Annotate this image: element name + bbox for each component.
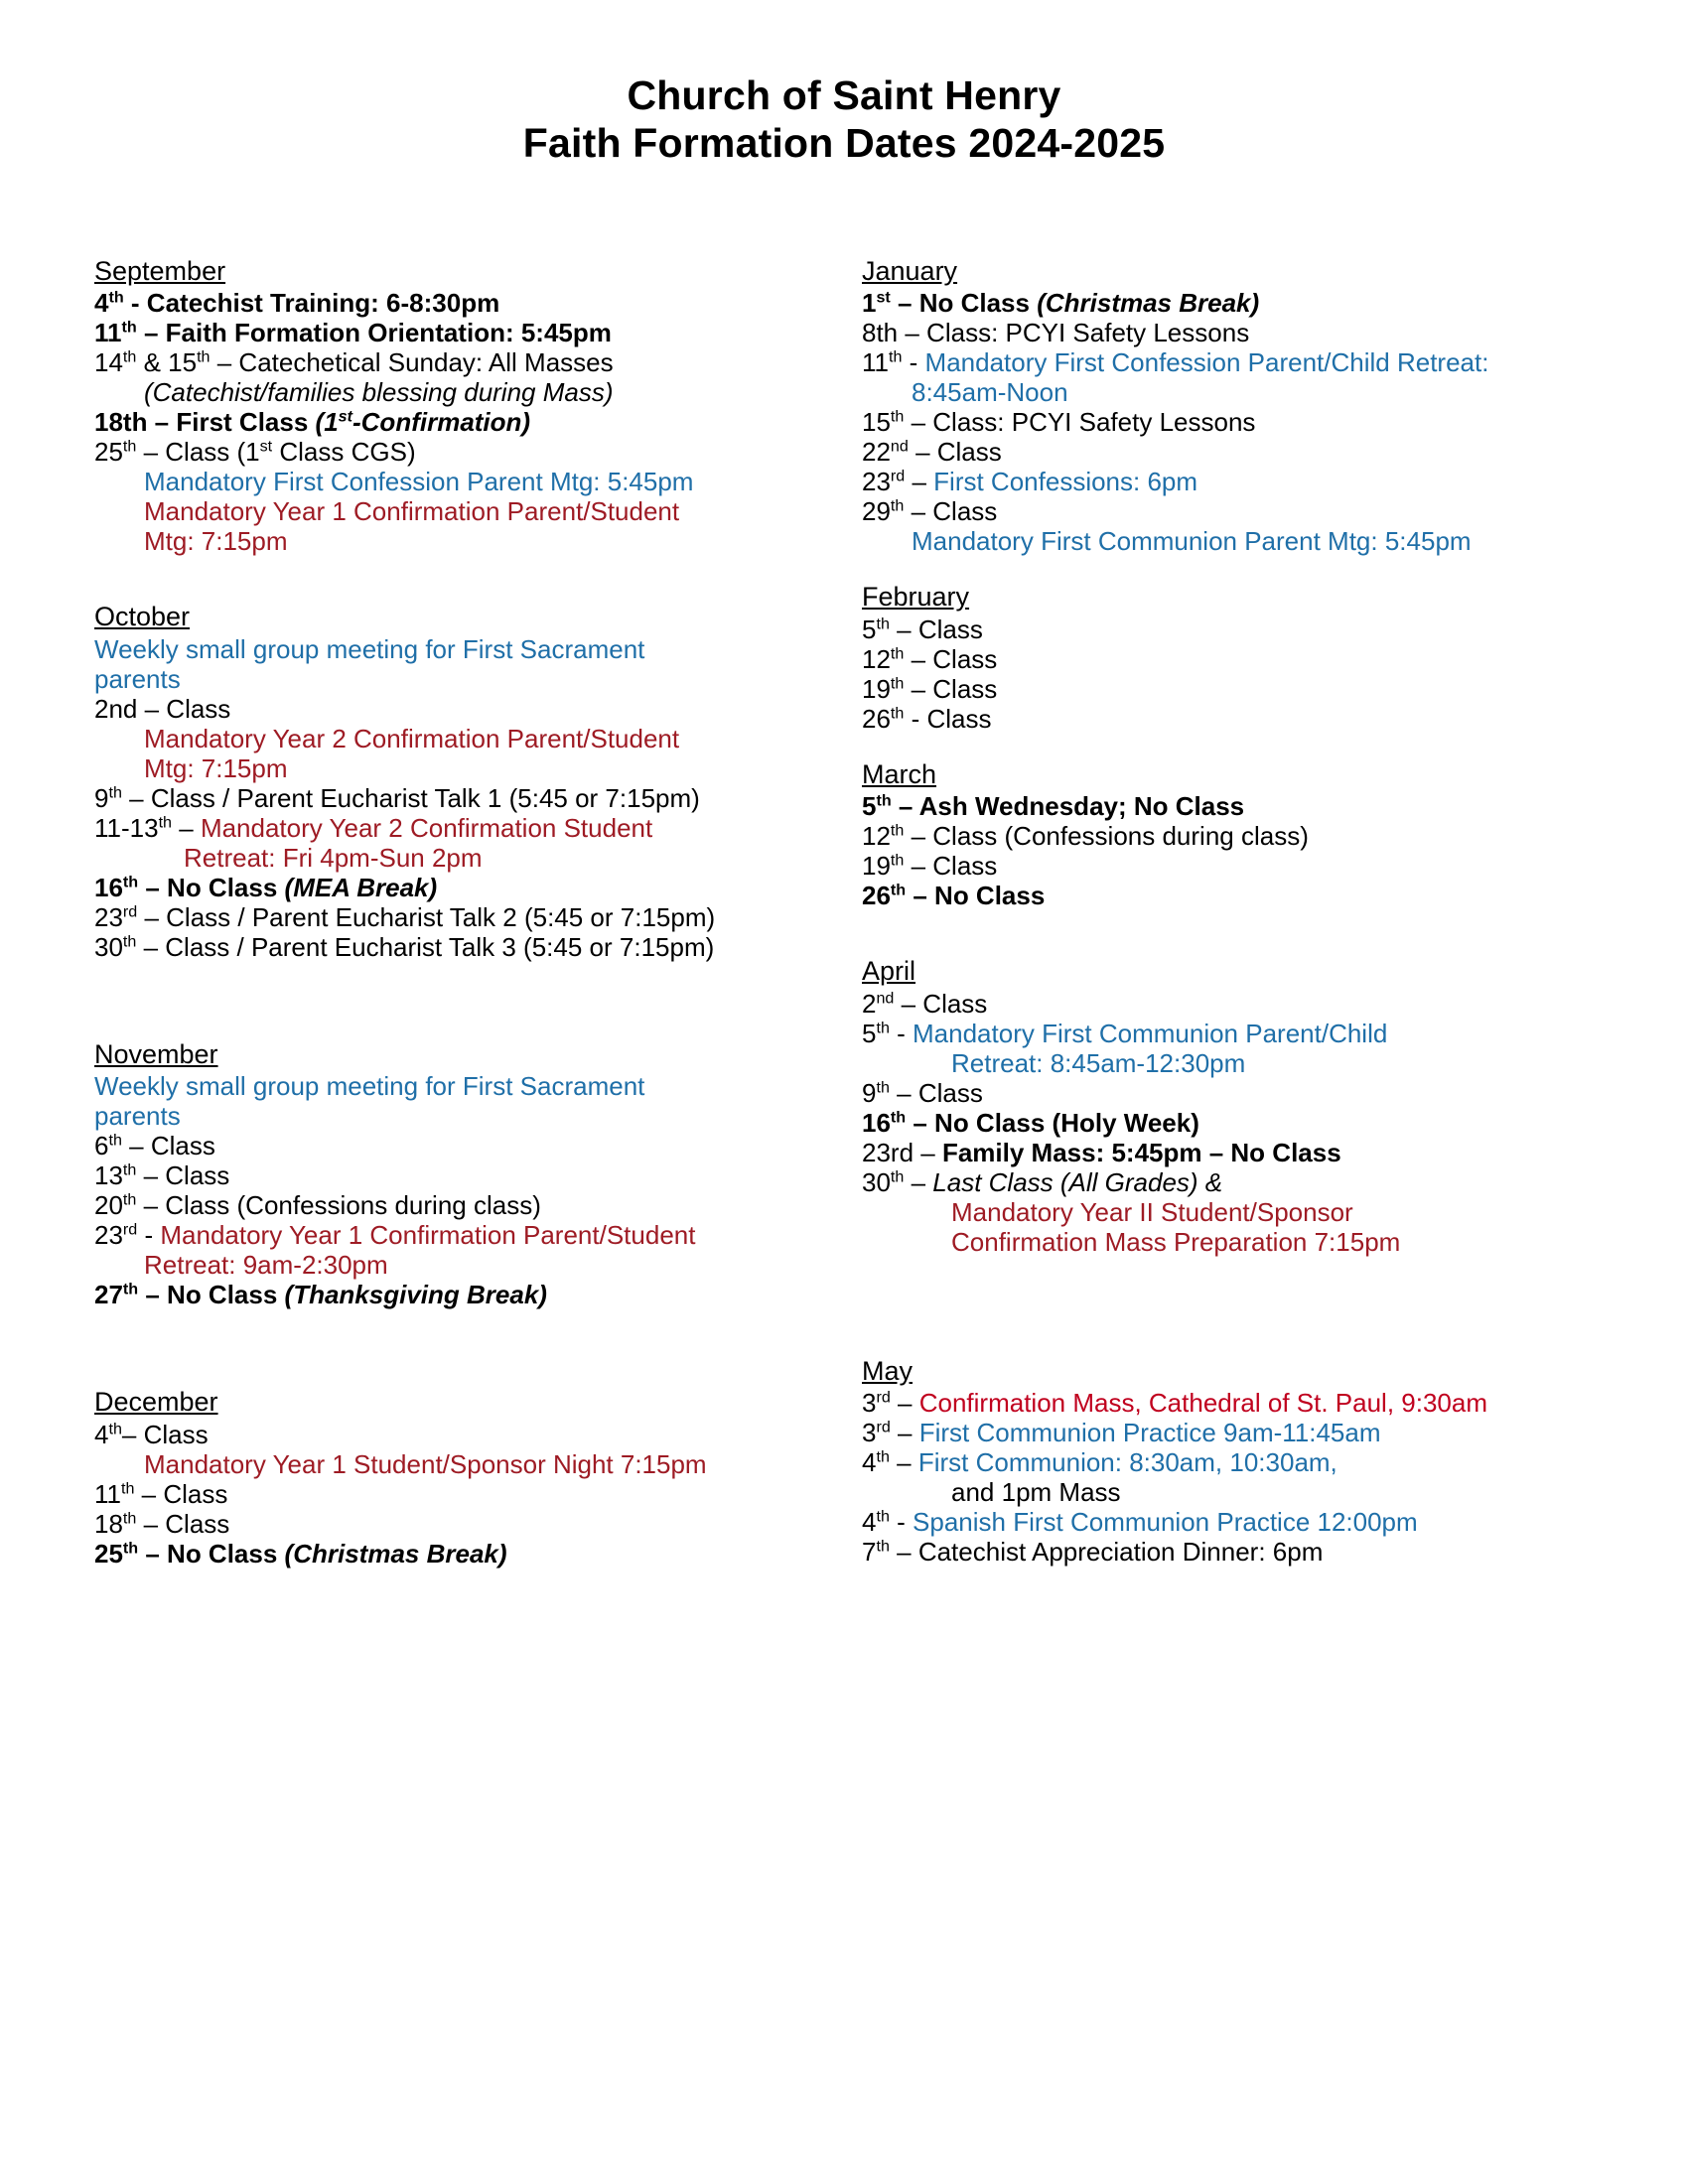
calendar-entry [862, 821, 1599, 851]
month-entry-list [862, 1388, 1599, 1567]
text-run: 8th – Class: PCYI Safety Lessons [862, 318, 1250, 348]
text-run: Retreat: 8:45am-12:30pm [951, 1047, 1246, 1078]
text-run: (MEA Break) [284, 872, 438, 902]
text-run: th [122, 1539, 139, 1558]
calendar-entry [94, 1190, 774, 1220]
calendar-entry [94, 1071, 774, 1101]
right-column-months [784, 256, 1609, 1567]
calendar-columns [0, 256, 1688, 1569]
text-run: – Class [136, 1160, 230, 1191]
calendar-entry [862, 881, 1599, 910]
text-run: 11 [94, 318, 122, 348]
text-run: (Catechist/families blessing during Mass) [144, 377, 614, 408]
text-run: th [876, 1447, 890, 1466]
text-run: th [108, 1131, 122, 1150]
month-heading: October [94, 602, 191, 632]
text-run: – Class [121, 1131, 215, 1161]
text-run: Mandatory Year 1 Confirmation Parent/Student [144, 496, 680, 527]
text-run: 15 [862, 407, 891, 438]
calendar-entry [94, 1131, 774, 1160]
text-run: – Class [904, 673, 998, 704]
text-run: th [876, 614, 890, 633]
text-run: 11-13 [94, 812, 159, 843]
text-run: – No Class (Holy Week) [906, 1107, 1199, 1138]
text-run: 25 [94, 1538, 123, 1569]
text-run: parents [94, 1101, 181, 1132]
text-run: – No Class [138, 1280, 285, 1310]
text-run: 16 [862, 1107, 891, 1138]
text-run: 20 [94, 1190, 123, 1221]
month-heading: November [94, 1038, 218, 1069]
text-run: 9 [94, 782, 109, 813]
text-run: -Confirmation) [352, 407, 531, 438]
text-run: 3 [862, 1417, 877, 1447]
text-run: 4 [94, 288, 109, 319]
calendar-entry [862, 704, 1599, 734]
calendar-entry [94, 902, 774, 932]
text-run: 4 [94, 1419, 109, 1449]
text-run: 3 [862, 1387, 877, 1418]
text-run: nd [876, 988, 895, 1007]
text-run: Retreat: 9am-2:30pm [144, 1250, 388, 1281]
text-run: - Class [904, 703, 992, 734]
text-run: – [172, 812, 201, 843]
text-run: – Class / Parent Eucharist Talk 1 (5:45 or 7:15pm) [121, 782, 700, 813]
calendar-entry [94, 1160, 774, 1190]
calendar-entry [94, 1420, 774, 1449]
text-run: th [890, 821, 905, 840]
calendar-entry [862, 377, 1599, 407]
text-run: – No Class [138, 1538, 285, 1569]
text-run: rd [876, 1418, 891, 1436]
text-run: th [121, 1479, 135, 1498]
month-heading: February [862, 582, 970, 613]
calendar-entry [862, 288, 1599, 318]
section-spacer [94, 556, 774, 602]
text-run: th [108, 1420, 122, 1438]
calendar-entry [94, 496, 774, 526]
calendar-entry [862, 614, 1599, 644]
calendar-entry [862, 1227, 1599, 1257]
text-run: Mandatory First Communion Parent/Child [913, 1018, 1388, 1048]
text-run: th [122, 932, 137, 951]
text-run: th [889, 347, 903, 366]
text-run: - [889, 1507, 914, 1538]
calendar-entry [94, 634, 774, 664]
calendar-entry [94, 1250, 774, 1280]
text-run: th [121, 318, 137, 337]
month-section-january [862, 256, 1599, 556]
section-spacer [94, 1309, 774, 1387]
text-run: st [338, 407, 352, 426]
text-run: – Class [134, 1478, 228, 1509]
text-run: th [122, 1280, 139, 1298]
text-run: 25 [94, 437, 123, 468]
text-run: th [876, 1018, 890, 1036]
text-run: 5 [862, 791, 877, 822]
text-run: nd [890, 437, 909, 456]
text-run: Retreat: Fri 4pm-Sun 2pm [184, 842, 483, 873]
text-run: First Communion: 8:30am, 10:30am, [917, 1447, 1337, 1477]
text-run: – Class: PCYI Safety Lessons [904, 407, 1256, 438]
text-run: – No Class [138, 872, 285, 902]
text-run: – Catechetical Sunday: All Masses [210, 347, 614, 378]
calendar-entry [862, 644, 1599, 674]
calendar-entry [862, 1019, 1599, 1048]
calendar-entry [862, 674, 1599, 704]
text-run: (Thanksgiving Break) [284, 1280, 547, 1310]
title-line-subject: Faith Formation Dates 2024-2025 [522, 120, 1166, 167]
month-heading: May [862, 1355, 914, 1386]
text-run: th [122, 437, 137, 456]
text-run: th [890, 674, 905, 693]
text-run: – Class [904, 643, 998, 674]
calendar-entry [94, 843, 774, 873]
calendar-entry [94, 437, 774, 467]
calendar-entry [94, 1280, 774, 1309]
calendar-entry [862, 1138, 1599, 1167]
calendar-entry [94, 467, 774, 496]
text-run: – Class (Confessions during class) [904, 821, 1309, 852]
text-run: th [876, 1507, 890, 1526]
text-run: th [876, 1077, 890, 1096]
calendar-entry [94, 932, 774, 962]
text-run: th [890, 881, 907, 899]
text-run: – No Class [906, 881, 1046, 911]
text-run: Mandatory Year II Student/Sponsor [951, 1196, 1353, 1227]
text-run: 1 [862, 288, 877, 319]
text-run: – [904, 1166, 933, 1197]
calendar-entry [94, 1509, 774, 1539]
text-run: 30 [862, 1166, 891, 1197]
text-run: 5 [862, 1018, 877, 1048]
text-run: – [905, 467, 934, 497]
month-entry-list [94, 1420, 774, 1569]
month-entry-list [862, 989, 1599, 1257]
text-run: 23rd – [862, 1137, 942, 1167]
text-run: & 15 [136, 347, 198, 378]
left-column-months [0, 256, 784, 1569]
calendar-entry [862, 407, 1599, 437]
calendar-entry [94, 377, 774, 407]
calendar-entry [94, 1220, 774, 1250]
text-run: th [890, 644, 905, 663]
text-run: 18th – First Class [94, 407, 316, 438]
month-entry-list [862, 614, 1599, 734]
text-run: 5 [862, 614, 877, 644]
calendar-entry [94, 318, 774, 347]
text-run: 2nd – Class [94, 693, 231, 724]
calendar-entry [94, 526, 774, 556]
calendar-entry [94, 724, 774, 753]
text-run: – Faith Formation Orientation: 5:45pm [136, 318, 612, 348]
text-run: Family Mass: 5:45pm – No Class [941, 1137, 1341, 1167]
calendar-entry [94, 1479, 774, 1509]
calendar-entry [862, 1078, 1599, 1108]
text-run: rd [122, 1220, 138, 1239]
text-run: th [876, 1537, 890, 1556]
calendar-entry [94, 873, 774, 902]
calendar-entry [94, 1539, 774, 1569]
text-run: First Communion Practice 9am-11:45am [918, 1417, 1381, 1447]
calendar-entry [94, 288, 774, 318]
text-run: 30 [94, 931, 123, 962]
text-run: th [122, 873, 139, 891]
calendar-entry [862, 1507, 1599, 1537]
text-run: th [122, 1160, 137, 1179]
calendar-entry [94, 407, 774, 437]
text-run: th [108, 288, 124, 307]
text-run: 23 [94, 1220, 123, 1251]
text-run: – [890, 1417, 919, 1447]
month-entry-list [862, 791, 1599, 910]
text-run: Weekly small group meeting for First Sacrament [94, 1071, 645, 1102]
calendar-entry [862, 1477, 1599, 1507]
text-run: th [890, 704, 905, 723]
text-run: 26 [862, 881, 891, 911]
text-run: th [890, 496, 905, 515]
text-run: th [197, 347, 211, 366]
section-spacer [862, 734, 1599, 759]
text-run: 7 [862, 1537, 877, 1568]
calendar-entry [862, 1108, 1599, 1138]
calendar-entry [862, 467, 1599, 496]
month-section-december [94, 1387, 774, 1568]
section-spacer [94, 962, 774, 1039]
text-run: 19 [862, 851, 891, 882]
text-run: th [108, 783, 122, 802]
text-run: – Class [894, 988, 988, 1019]
text-run: 8:45am-Noon [912, 377, 1068, 408]
month-heading: April [862, 956, 916, 987]
text-run: 16 [94, 872, 123, 902]
text-run: 11 [94, 1478, 121, 1509]
text-run: Mandatory Year 1 Confirmation Parent/Student [160, 1220, 696, 1251]
text-run: Mandatory Year 2 Confirmation Parent/Student [144, 723, 680, 753]
text-run: 4 [862, 1447, 877, 1477]
calendar-entry [862, 437, 1599, 467]
text-run: – Class [889, 1077, 983, 1108]
text-run: Mandatory Year 2 Confirmation Student [200, 812, 653, 843]
text-run: th [158, 813, 173, 832]
text-run: 26 [862, 703, 891, 734]
calendar-entry [862, 851, 1599, 881]
text-run: (Christmas Break) [1037, 288, 1260, 319]
calendar-entry [862, 1048, 1599, 1078]
text-run: 12 [862, 821, 891, 852]
calendar-entry [862, 1388, 1599, 1418]
calendar-entry [862, 1537, 1599, 1567]
month-section-may [862, 1356, 1599, 1567]
calendar-entry [94, 1101, 774, 1131]
text-run: 12 [862, 643, 891, 674]
calendar-entry [94, 783, 774, 813]
month-heading: March [862, 758, 937, 789]
calendar-entry [862, 791, 1599, 821]
calendar-entry [94, 347, 774, 377]
calendar-entry [862, 318, 1599, 347]
text-run: parents [94, 663, 181, 694]
text-run: Mandatory First Confession Parent Mtg: 5:45pm [144, 467, 694, 497]
text-run: th [122, 1509, 137, 1528]
text-run: 4 [862, 1507, 877, 1538]
text-run: Last Class (All Grades) & [932, 1166, 1223, 1197]
month-section-september [94, 256, 774, 556]
text-run: th [890, 1107, 907, 1126]
text-run: (1 [315, 407, 339, 438]
text-run: – Catechist Appreciation Dinner: 6pm [889, 1537, 1324, 1568]
text-run: rd [876, 1388, 891, 1407]
calendar-entry [94, 753, 774, 783]
month-section-february [862, 582, 1599, 733]
text-run: 19 [862, 673, 891, 704]
text-run: Confirmation Mass, Cathedral of St. Paul, 9:30am [918, 1387, 1487, 1418]
month-section-april [862, 956, 1599, 1256]
text-run: - [902, 347, 925, 378]
text-run: - Catechist Training: 6-8:30pm [123, 288, 500, 319]
calendar-entry [862, 496, 1599, 526]
section-spacer [862, 556, 1599, 582]
text-run: Mandatory Year 1 Student/Sponsor Night 7:15pm [144, 1448, 707, 1479]
title-line-church-name: Church of Saint Henry [627, 72, 1061, 118]
text-run: 13 [94, 1160, 123, 1191]
calendar-entry [862, 989, 1599, 1019]
text-run: – Class [904, 851, 998, 882]
text-run: th [122, 347, 137, 366]
month-heading: September [94, 256, 226, 286]
text-run: and 1pm Mass [951, 1477, 1121, 1508]
section-spacer [862, 910, 1599, 956]
text-run: 11 [862, 347, 889, 378]
text-run: - [137, 1220, 161, 1251]
text-run: – Class [121, 1419, 209, 1449]
text-run: rd [122, 902, 138, 921]
text-run: 23 [862, 467, 891, 497]
text-run: Mandatory First Communion Parent Mtg: 5:45pm [912, 526, 1472, 557]
text-run: Mtg: 7:15pm [144, 752, 288, 783]
month-section-october [94, 602, 774, 961]
text-run: – Class / Parent Eucharist Talk 2 (5:45 or 7:15pm) [137, 901, 716, 932]
calendar-entry [94, 694, 774, 724]
text-run: th [122, 1190, 137, 1209]
text-run: – Class [136, 1508, 230, 1539]
text-run: 18 [94, 1508, 123, 1539]
month-heading: December [94, 1387, 218, 1418]
calendar-entry [862, 1167, 1599, 1197]
calendar-entry [94, 1449, 774, 1479]
month-entry-list [94, 288, 774, 556]
text-run: Spanish First Communion Practice 12:00pm [913, 1507, 1418, 1538]
calendar-entry [862, 1447, 1599, 1477]
calendar-entry [862, 526, 1599, 556]
text-run: – Class / Parent Eucharist Talk 3 (5:45 or 7:15pm) [136, 931, 715, 962]
month-entry-list [94, 1071, 774, 1309]
text-run: (Christmas Break) [284, 1538, 507, 1569]
text-run: - [889, 1018, 914, 1048]
calendar-entry [94, 664, 774, 694]
text-run: – [890, 1387, 919, 1418]
text-run: Mtg: 7:15pm [144, 526, 288, 557]
text-run: – No Class [890, 288, 1038, 319]
text-run: st [259, 437, 273, 456]
text-run: th [890, 407, 905, 426]
calendar-entry [862, 1418, 1599, 1447]
page-title [0, 0, 1688, 168]
text-run: 6 [94, 1131, 109, 1161]
text-run: 9 [862, 1077, 877, 1108]
text-run: – Class [908, 437, 1002, 468]
text-run: – Class (1 [136, 437, 260, 468]
text-run: Mandatory First Confession Parent/Child Retreat: [924, 347, 1489, 378]
text-run: Class CGS) [272, 437, 416, 468]
text-run: Confirmation Mass Preparation 7:15pm [951, 1226, 1401, 1257]
month-section-march [862, 759, 1599, 910]
calendar-entry [862, 347, 1599, 377]
text-run: First Confessions: 6pm [933, 467, 1198, 497]
text-run: th [876, 791, 892, 810]
month-heading: January [862, 256, 958, 286]
calendar-entry [862, 1197, 1599, 1227]
text-run: th [890, 1166, 905, 1185]
calendar-entry [94, 813, 774, 843]
text-run: Weekly small group meeting for First Sacrament [94, 633, 645, 664]
section-spacer [862, 1257, 1599, 1356]
text-run: 29 [862, 496, 891, 527]
text-run: – Ash Wednesday; No Class [891, 791, 1245, 822]
text-run: 14 [94, 347, 123, 378]
text-run: 2 [862, 988, 877, 1019]
text-run: – Class [904, 496, 998, 527]
text-run: 27 [94, 1280, 123, 1310]
text-run: st [876, 288, 891, 307]
text-run: – Class [889, 614, 983, 644]
text-run: rd [890, 467, 906, 485]
text-run: – Class (Confessions during class) [136, 1190, 541, 1221]
text-run: th [890, 851, 905, 870]
text-run: 22 [862, 437, 891, 468]
text-run: – [889, 1447, 918, 1477]
month-entry-list [862, 288, 1599, 556]
month-entry-list [94, 634, 774, 962]
text-run: 23 [94, 901, 123, 932]
month-section-november [94, 1039, 774, 1309]
